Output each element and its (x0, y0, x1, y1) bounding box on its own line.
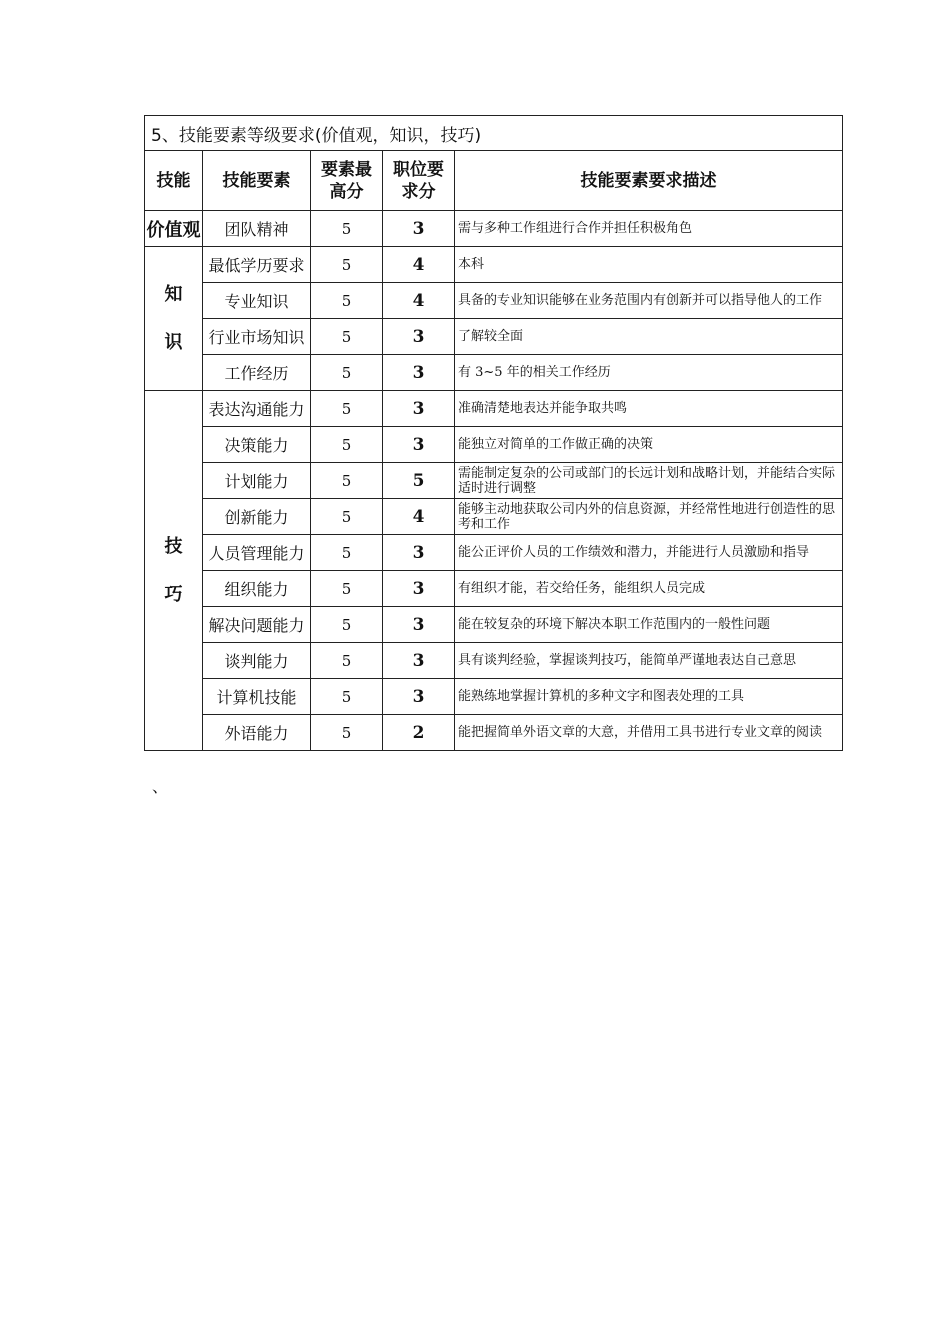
element-name-cell: 解决问题能力 (203, 607, 311, 643)
element-name-cell: 决策能力 (203, 427, 311, 463)
category-skills-char-1: 技 (164, 535, 183, 557)
section-title: 5、技能要素等级要求(价值观，知识，技巧) (145, 116, 843, 151)
element-name-cell: 工作经历 (203, 355, 311, 391)
max-score-cell: 5 (311, 355, 383, 391)
max-score-cell: 5 (311, 499, 383, 535)
description-cell: 准确清楚地表达并能争取共鸣 (455, 391, 843, 427)
header-category: 技能 (145, 151, 203, 211)
element-name-cell: 专业知识 (203, 283, 311, 319)
description-cell: 能在较复杂的环境下解决本职工作范围内的一般性问题 (455, 607, 843, 643)
required-score-cell: 3 (383, 427, 455, 463)
max-score-cell: 5 (311, 571, 383, 607)
category-knowledge (145, 247, 203, 391)
description-cell: 有 3~5 年的相关工作经历 (455, 355, 843, 391)
max-score-cell: 5 (311, 283, 383, 319)
element-name-cell: 表达沟通能力 (203, 391, 311, 427)
element-name-cell: 计算机技能 (203, 679, 311, 715)
element-name-cell: 人员管理能力 (203, 535, 311, 571)
element-name-cell: 组织能力 (203, 571, 311, 607)
required-score-cell: 3 (383, 679, 455, 715)
table-row (145, 319, 843, 355)
table-row (145, 391, 843, 427)
required-score-cell: 3 (383, 535, 455, 571)
required-score-cell: 3 (383, 211, 455, 247)
trailing-punctuation: 、 (152, 777, 169, 796)
required-score-cell: 3 (383, 607, 455, 643)
max-score-cell: 5 (311, 427, 383, 463)
category-values (145, 211, 203, 247)
description-cell: 需能制定复杂的公司或部门的长远计划和战略计划，并能结合实际适时进行调整 (455, 463, 843, 499)
element-name-cell: 计划能力 (203, 463, 311, 499)
max-score-cell: 5 (311, 211, 383, 247)
required-score-cell: 5 (383, 463, 455, 499)
description-cell: 本科 (455, 247, 843, 283)
element-name-cell: 行业市场知识 (203, 319, 311, 355)
table-row (145, 535, 843, 571)
skill-requirements-table (144, 115, 843, 751)
required-score-cell: 3 (383, 643, 455, 679)
max-score-cell: 5 (311, 391, 383, 427)
description-cell: 能够主动地获取公司内外的信息资源，并经常性地进行创造性的思考和工作 (455, 499, 843, 535)
header-required-score-label: 职位要求分 (393, 159, 444, 202)
header-row (145, 151, 843, 211)
required-score-cell: 4 (383, 283, 455, 319)
header-max-score-label: 要素最高分 (321, 159, 372, 202)
required-score-cell: 3 (383, 319, 455, 355)
table-row (145, 247, 843, 283)
required-score-cell: 4 (383, 247, 455, 283)
description-cell: 具有谈判经验，掌握谈判技巧，能简单严谨地表达自己意思 (455, 643, 843, 679)
table-row (145, 715, 843, 751)
element-name-cell: 最低学历要求 (203, 247, 311, 283)
title-row (145, 116, 843, 151)
description-cell: 需与多种工作组进行合作并担任积极角色 (455, 211, 843, 247)
table-row (145, 571, 843, 607)
table-body (145, 116, 843, 751)
table-row (145, 463, 843, 499)
category-skills-char-2: 巧 (164, 583, 183, 605)
required-score-cell: 2 (383, 715, 455, 751)
max-score-cell: 5 (311, 247, 383, 283)
header-element: 技能要素 (203, 151, 311, 211)
category-skills (145, 391, 203, 751)
category-knowledge-char-2: 识 (164, 331, 183, 353)
header-max-score (311, 151, 383, 211)
max-score-cell: 5 (311, 715, 383, 751)
element-name-cell: 创新能力 (203, 499, 311, 535)
header-required-score (383, 151, 455, 211)
category-values-char-1: 价值观 (146, 219, 201, 241)
required-score-cell: 4 (383, 499, 455, 535)
max-score-cell: 5 (311, 463, 383, 499)
description-cell: 了解较全面 (455, 319, 843, 355)
description-cell: 能熟练地掌握计算机的多种文字和图表处理的工具 (455, 679, 843, 715)
description-cell: 能把握简单外语文章的大意，并借用工具书进行专业文章的阅读 (455, 715, 843, 751)
required-score-cell: 3 (383, 571, 455, 607)
header-description: 技能要素要求描述 (455, 151, 843, 211)
table-row (145, 427, 843, 463)
table-row (145, 283, 843, 319)
required-score-cell: 3 (383, 391, 455, 427)
description-cell: 能独立对简单的工作做正确的决策 (455, 427, 843, 463)
max-score-cell: 5 (311, 643, 383, 679)
element-name-cell: 谈判能力 (203, 643, 311, 679)
max-score-cell: 5 (311, 535, 383, 571)
table-row (145, 679, 843, 715)
required-score-cell: 3 (383, 355, 455, 391)
table-row (145, 607, 843, 643)
description-cell: 有组织才能，若交给任务，能组织人员完成 (455, 571, 843, 607)
max-score-cell: 5 (311, 679, 383, 715)
table-row (145, 211, 843, 247)
description-cell: 具备的专业知识能够在业务范围内有创新并可以指导他人的工作 (455, 283, 843, 319)
description-cell: 能公正评价人员的工作绩效和潜力，并能进行人员激励和指导 (455, 535, 843, 571)
element-name-cell: 团队精神 (203, 211, 311, 247)
max-score-cell: 5 (311, 319, 383, 355)
element-name-cell: 外语能力 (203, 715, 311, 751)
category-knowledge-char-1: 知 (164, 283, 183, 305)
max-score-cell: 5 (311, 607, 383, 643)
table-row (145, 355, 843, 391)
table-row (145, 643, 843, 679)
table-row (145, 499, 843, 535)
